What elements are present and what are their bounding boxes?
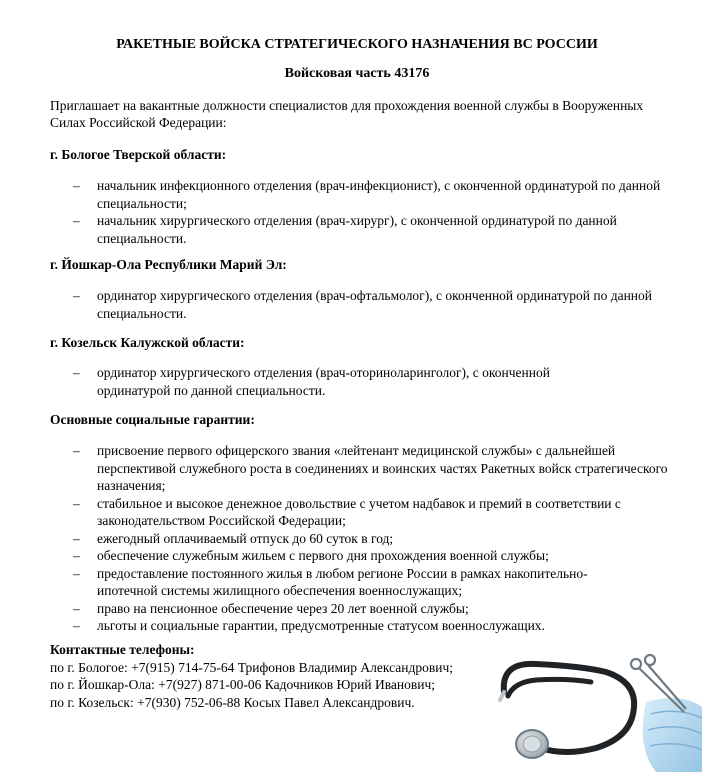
- contacts-heading: Контактные телефоны:: [50, 642, 195, 657]
- list-item: [0, 212, 714, 247]
- list-item: [0, 547, 714, 565]
- contact-line-kozelsk: по г. Козельск: +7(930) 752-06-88 Косых Павел Александрович.: [50, 694, 415, 710]
- list-item-text: льготы и социальные гарантии, предусмотренные статусом военнослужащих.: [97, 618, 545, 633]
- chest-piece: [516, 730, 548, 758]
- list-item-text: ежегодный оплачиваемый отпуск до 60 суток в год;: [97, 530, 394, 546]
- dash-bullet: –: [73, 618, 80, 633]
- list-item: [0, 287, 714, 322]
- list-item: [0, 600, 714, 618]
- list-item: [0, 530, 714, 548]
- list-item: [0, 617, 714, 635]
- list-item-text: стабильное и высокое денежное довольствие с учетом надбавок и премий в соответствии с законодательством Российской Федерации;: [97, 495, 621, 528]
- section-list-kozelsk: [0, 364, 714, 399]
- section-heading-bologoye: г. Бологое Тверской области:: [50, 147, 227, 162]
- section-list-yoshkar-ola: [0, 287, 714, 322]
- dash-bullet: –: [73, 495, 80, 511]
- list-item-text: предоставление постоянного жилья в любом регионе России в рамках накопительно-ипотечной системы жилищного обеспечения военнослужащих;: [97, 565, 588, 598]
- list-item-text: ординатор хирургического отделения (врач-офтальмолог), с оконченной ординатурой по данной специальности.: [97, 288, 653, 321]
- contacts-block: [50, 641, 453, 711]
- list-item-text: ординатор хирургического отделения (врач-оториноларинголог), с оконченной ординатурой по данной специальности.: [97, 365, 550, 398]
- intro-paragraph: Приглашает на вакантные должности специалистов для прохождения военной службы в Вооруженных Силах Российской Федерации:: [50, 98, 644, 130]
- list-item-text: присвоение первого офицерского звания «лейтенант медицинской службы» с дальнейшей перспективой служебного роста в соединениях и воинских частях Ракетных войск стратегического назначения;: [97, 443, 668, 493]
- military-unit-number: Войсковая часть 43176: [284, 66, 430, 81]
- list-item: [0, 495, 714, 530]
- section-list-social-guarantees: [0, 442, 714, 635]
- dash-bullet: –: [73, 548, 80, 563]
- dash-bullet: –: [73, 178, 80, 193]
- dash-bullet: –: [73, 600, 80, 616]
- dash-bullet: –: [73, 213, 80, 228]
- list-item-text: право на пенсионное обеспечение через 20 лет военной службы;: [97, 600, 469, 616]
- stethoscope-icon: [496, 652, 702, 772]
- list-item: [0, 177, 714, 212]
- section-list-bologoye: [0, 177, 714, 247]
- list-item-text: начальник хирургического отделения (врач-хирург), с оконченной ординатурой по данной специальности.: [97, 213, 617, 246]
- dash-bullet: –: [73, 288, 80, 303]
- section-heading-social-guarantees: Основные социальные гарантии:: [50, 412, 255, 427]
- list-item: [0, 565, 714, 600]
- contact-line-bologoye: по г. Бологое: +7(915) 714-75-64 Трифонов Владимир Александрович;: [50, 659, 453, 675]
- list-item-text: начальник инфекционного отделения (врач-инфекционист), с оконченной ординатурой по данной специальности;: [97, 178, 661, 211]
- list-item-text: обеспечение служебным жильем с первого дня прохождения военной службы;: [97, 548, 549, 563]
- contact-line-yoshkar-ola: по г. Йошкар-Ола: +7(927) 871-00-06 Кадочников Юрий Иванович;: [50, 677, 436, 692]
- dash-bullet: –: [73, 365, 80, 380]
- page-title: РАКЕТНЫЕ ВОЙСКА СТРАТЕГИЧЕСКОГО НАЗНАЧЕНИЯ ВС РОССИИ: [116, 37, 598, 52]
- surgical-mask-icon: [643, 698, 702, 772]
- dash-bullet: –: [73, 443, 80, 458]
- dash-bullet: –: [73, 530, 80, 546]
- dash-bullet: –: [73, 565, 80, 581]
- list-item: [0, 364, 714, 399]
- section-heading-kozelsk: г. Козельск Калужской области:: [50, 335, 245, 350]
- list-item: [0, 442, 714, 495]
- section-heading-yoshkar-ola: г. Йошкар-Ола Республики Марий Эл:: [50, 257, 287, 272]
